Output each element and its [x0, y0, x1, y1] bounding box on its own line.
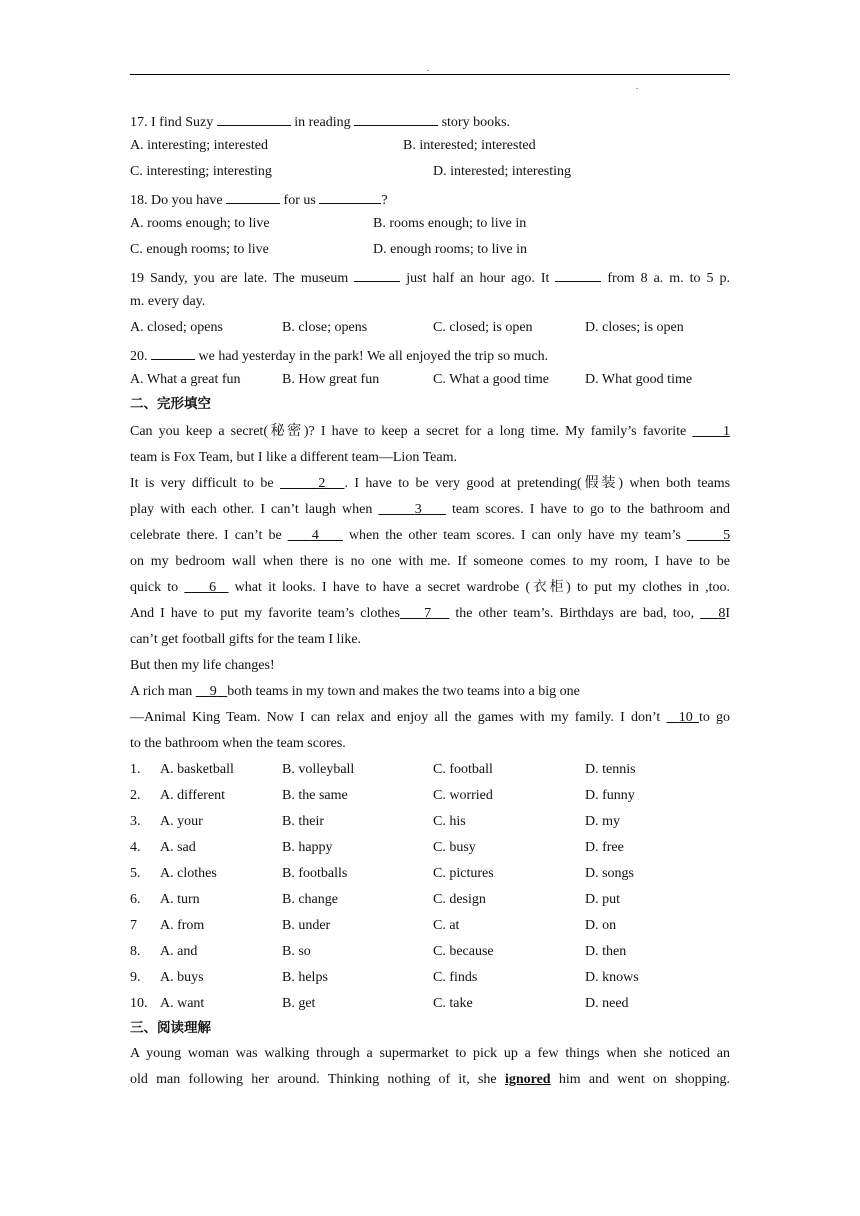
cloze-line-11: A rich man 9 both teams in my town and makes the two teams into a big one	[130, 684, 580, 699]
cloze-line-1: Can you keep a secret(秘密)? I have to keep a secret for a long time. My family’s favorite 1	[130, 424, 731, 439]
q18-option-a: A. rooms enough; to live	[130, 216, 270, 231]
q19-option-b: B. close; opens	[282, 320, 368, 335]
cloze-option-row: 3. A. your B. their C. his D. my	[130, 814, 620, 829]
section-3-heading: 三、阅读理解	[130, 1020, 211, 1036]
highlighted-word: ignored	[504, 1072, 551, 1087]
q17-options-row-2	[130, 162, 730, 182]
section-2-heading: 二、完形填空	[130, 396, 211, 412]
cloze-line-4: play with each other. I can’t laugh when 3 team scores. I have to go to the bathroom and	[130, 502, 731, 517]
cloze-line-9: can’t get football gifts for the team I like.	[130, 632, 362, 647]
cloze-line-13: to the bathroom when the team scores.	[130, 736, 346, 751]
q18-options-row-2	[130, 240, 730, 260]
header-dot-mark: .	[427, 63, 430, 73]
cloze-blank-5: 5	[723, 528, 731, 543]
cloze-option-row: 4. A. sad B. happy C. busy D. free	[130, 840, 624, 855]
q18-blank-2	[319, 188, 381, 204]
cloze-option-row: 1. A. basketball B. volleyball C. football D. tennis	[130, 762, 636, 777]
cloze-option-row: 7 A. from B. under C. at D. on	[130, 918, 617, 933]
q18-option-d: D. enough rooms; to live in	[373, 242, 527, 257]
cloze-line-6: on my bedroom wall when there is no one with me. If someone comes to my room, I have to be	[130, 554, 730, 569]
cloze-line-10: But then my life changes!	[130, 658, 275, 673]
q17-option-b: B. interested; interested	[403, 138, 536, 153]
q17-options-row-1	[130, 136, 730, 156]
q20-option-c: C. What a good time	[433, 372, 549, 387]
q17-option-d: D. interested; interesting	[433, 164, 572, 179]
cloze-line-7: quick to 6 what it looks. I have to have a secret wardrobe (衣柜) to put my clothes in ,too.	[130, 580, 731, 595]
q19-option-a: A. closed; opens	[130, 320, 223, 335]
q19-blank-2	[555, 266, 601, 282]
q19-blank-1	[354, 266, 400, 282]
cloze-blank-8: 8	[718, 606, 726, 621]
cloze-line-2: team is Fox Team, but I like a different team—Lion Team.	[130, 450, 457, 465]
cloze-blank-3: 3	[414, 502, 422, 517]
q17-option-a: A. interesting; interested	[130, 138, 269, 153]
cloze-option-row: 2. A. different B. the same C. worried D. funny	[130, 788, 635, 803]
q20-option-d: D. What good time	[585, 372, 693, 387]
q18-blank-1	[226, 188, 280, 204]
cloze-blank-7: 7	[424, 606, 432, 621]
q18-option-c: C. enough rooms; to live	[130, 242, 269, 257]
q19-options	[130, 318, 730, 338]
q17-option-c: C. interesting; interesting	[130, 164, 272, 179]
cloze-option-row: 8. A. and B. so C. because D. then	[130, 944, 627, 959]
q19-stem-line-2: m. every day.	[130, 294, 206, 309]
cloze-blank-4: 4	[311, 528, 319, 543]
q20-option-a: A. What a great fun	[130, 372, 241, 387]
q20-options	[130, 370, 730, 390]
q17-blank-2	[354, 110, 438, 126]
q18-option-b: B. rooms enough; to live in	[373, 216, 527, 231]
q17-stem: 17. I find Suzy in reading story books.	[130, 110, 730, 130]
q20-option-b: B. How great fun	[282, 372, 380, 387]
q17-blank-1	[217, 110, 291, 126]
q20-stem: 20. we had yesterday in the park! We all enjoyed the trip so much.	[130, 344, 730, 364]
q19-option-d: D. closes; is open	[585, 320, 684, 335]
cloze-line-3: It is very difficult to be 2 . I have to be very good at pretending(假装) when both teams	[130, 476, 731, 491]
cloze-option-row: 5. A. clothes B. footballs C. pictures D. songs	[130, 866, 635, 881]
reading-line-1: A young woman was walking through a supermarket to pick up a few things when she noticed an	[130, 1046, 730, 1061]
cloze-option-row: 6. A. turn B. change C. design D. put	[130, 892, 620, 907]
cloze-option-row: 9. A. buys B. helps C. finds D. knows	[130, 970, 639, 985]
q19-stem-line-1: 19 Sandy, you are late. The museum just half an hour ago. It from 8 a. m. to 5 p.	[130, 266, 730, 286]
q19-option-c: C. closed; is open	[433, 320, 533, 335]
cloze-blank-2: 2	[318, 476, 326, 491]
cloze-blank-9: 9	[209, 684, 217, 699]
q18-options-row-1	[130, 214, 730, 234]
reading-line-2: old man following her around. Thinking nothing of it, she ignored him and went on shopping.	[130, 1072, 731, 1087]
q18-stem: 18. Do you have for us ?	[130, 188, 730, 208]
header-dot-mark-right: .	[636, 81, 639, 91]
cloze-blank-6: 6	[209, 580, 217, 595]
q20-blank	[151, 344, 195, 360]
cloze-option-row: 10. A. want B. get C. take D. need	[130, 996, 629, 1011]
cloze-blank-10: 10	[678, 710, 693, 725]
cloze-line-5: celebrate there. I can’t be 4 when the other team scores. I can only have my team’s 5	[130, 528, 731, 543]
cloze-line-8: And I have to put my favorite team’s clothes 7 the other team’s. Birthdays are bad, too, 8I	[130, 606, 731, 621]
cloze-blank-1: 1	[723, 424, 731, 439]
header-rule	[130, 74, 730, 75]
cloze-line-12: —Animal King Team. Now I can relax and enjoy all the games with my family. I don’t 10 to go	[130, 710, 731, 725]
